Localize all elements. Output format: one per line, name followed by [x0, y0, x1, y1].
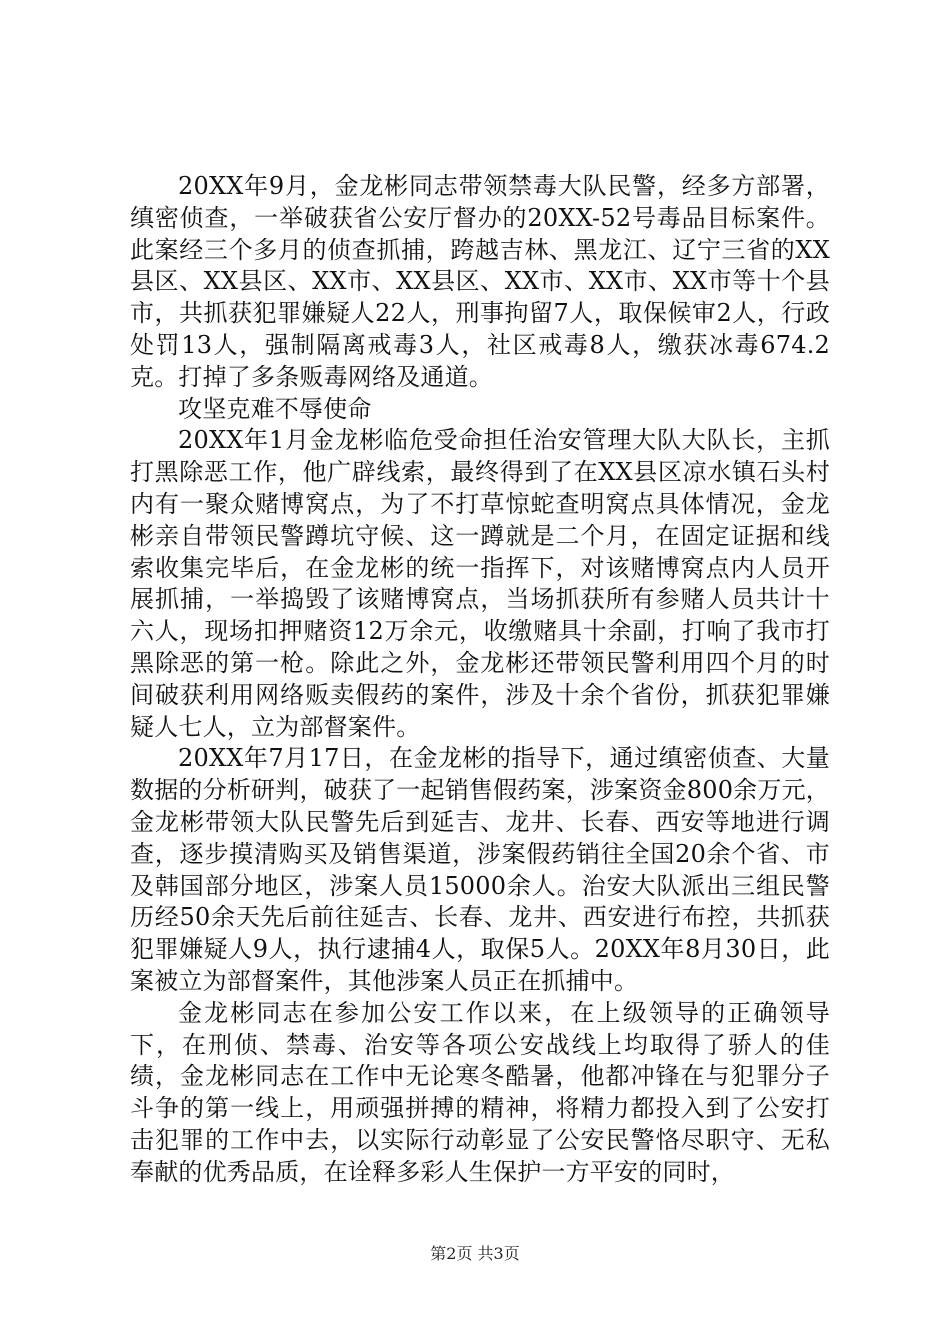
- document-body: [130, 171, 830, 1189]
- paragraph-summary: 金龙彬同志在参加公安工作以来，在上级领导的正确领导下，在刑侦、禁毒、治安等各项公安战线上均取得了骄人的佳绩，金龙彬同志在工作中无论寒冬酷暑，他都冲锋在与犯罪分子斗争的第一线上，用顽强拼搏的精神，将精力都投入到了公安打击犯罪的工作中去，以实际行动彰显了公安民警恪尽职守、无私奉献的优秀品质，在诠释多彩人生保护一方平安的同时，: [130, 998, 830, 1186]
- section-heading: 攻坚克难不辱使命: [178, 394, 372, 423]
- paragraph-drug-case: 20XX年9月，金龙彬同志带领禁毒大队民警，经多方部署，缜密侦查，一举破获省公安厅督办的20XX-52号毒品目标案件。此案经三个多月的侦查抓捕，跨越吉林、黑龙江、辽宁三省的XX县区、XX县区、XX市、XX县区、XX市、XX市、XX市等十个县市，共抓获犯罪嫌疑人22人，刑事拘留7人，取保候审2人，行政处罚13人，强制隔离戒毒3人，社区戒毒8人，缴获冰毒674.2克。打掉了多条贩毒网络及通道。: [130, 172, 830, 391]
- paragraph-fake-drug-case: 20XX年7月17日，在金龙彬的指导下，通过缜密侦查、大量数据的分析研判，破获了一起销售假药案，涉案资金800余万元，金龙彬带领大队民警先后到延吉、龙井、长春、西安等地进行调查，逐步摸清购买及销售渠道，涉案假药销往全国20余个省、市及韩国部分地区，涉案人员15000余人。治安大队派出三组民警历经50余天先后前往延吉、长春、龙井、西安进行布控，共抓获犯罪嫌疑人9人，执行逮捕4人，取保5人。20XX年8月30日，此案被立为部督案件，其他涉案人员正在抓捕中。: [130, 744, 830, 995]
- page-number-footer: 第2页 共3页: [430, 1244, 520, 1263]
- paragraph-gambling-case: 20XX年1月金龙彬临危受命担任治安管理大队大队长，主抓打黑除恶工作，他广辟线索，最终得到了在XX县区凉水镇石头村内有一聚众赌博窝点，为了不打草惊蛇查明窝点具体情况，金龙彬亲自带领民警蹲坑守候、这一蹲就是二个月，在固定证据和线索收集完毕后，在金龙彬的统一指挥下，对该赌博窝点内人员开展抓捕，一举捣毁了该赌博窝点，当场抓获所有参赌人员共计十六人，现场扣押赌资12万余元，收缴赌具十余副，打响了我市打黑除恶的第一枪。除此之外，金龙彬还带领民警利用四个月的时间破获利用网络贩卖假药的案件，涉及十余个省份，抓获犯罪嫌疑人七人，立为部督案件。: [130, 426, 830, 741]
